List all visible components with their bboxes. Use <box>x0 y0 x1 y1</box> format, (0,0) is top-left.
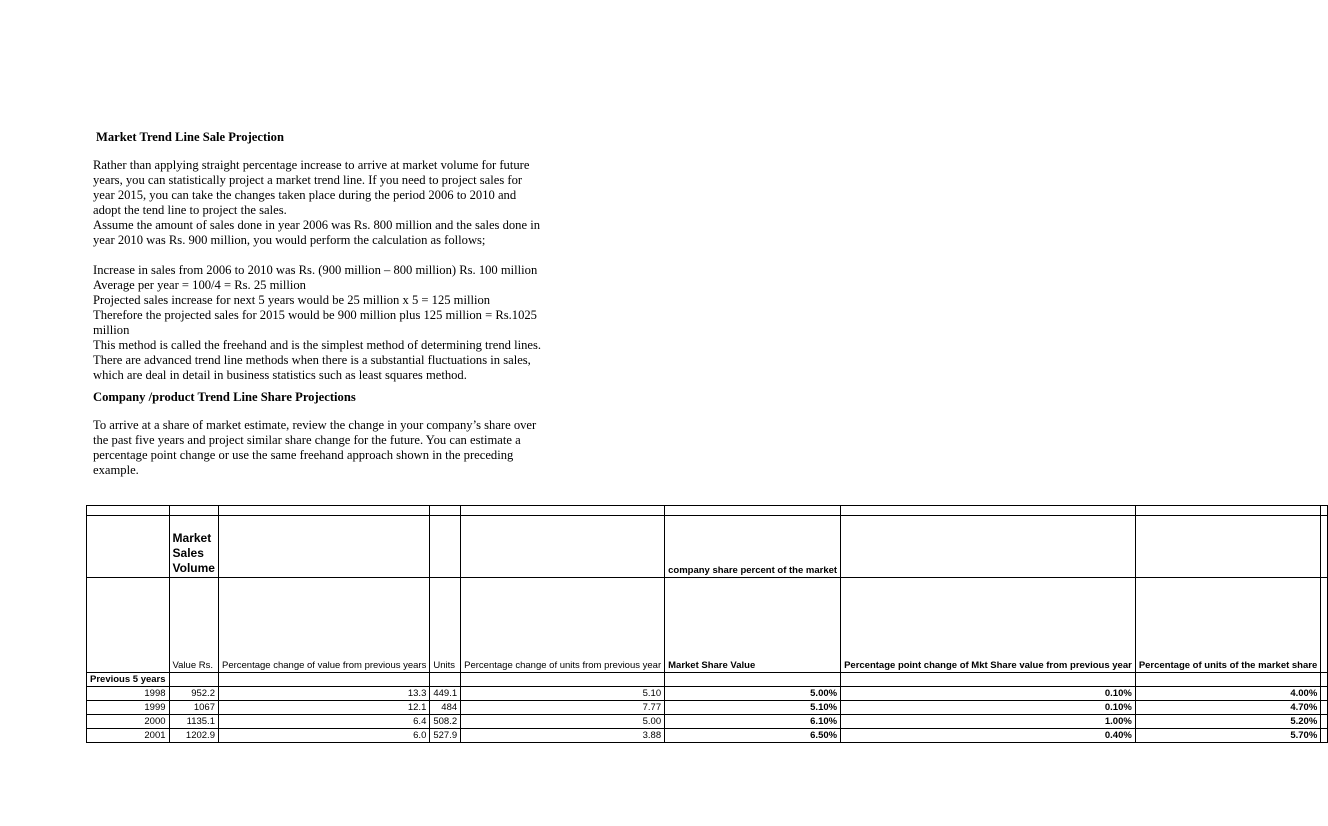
text-line: Average per year = 100/4 = Rs. 25 million <box>93 278 306 292</box>
cell-value: 1202.9 <box>169 729 218 743</box>
table-row <box>87 701 1328 715</box>
cell-units: 449.1 <box>430 687 461 701</box>
header-pct-units: Percentage change of units from previous year <box>461 578 665 673</box>
text-line: Rather than applying straight percentage increase to arrive at market volume for future <box>93 158 530 172</box>
cell-pct-mkt: 4.00% <box>1135 687 1320 701</box>
paragraph-share <box>93 418 543 478</box>
cell-year: 1999 <box>87 701 170 715</box>
header-value: Value Rs. <box>169 578 218 673</box>
header-pct-units-market: Percentage of units of the market share <box>1135 578 1320 673</box>
period-label: Previous 5 years <box>87 673 170 687</box>
text-line: the past five years and project similar share change for the future. You can estimate a <box>93 433 521 447</box>
text-line: Therefore the projected sales for 2015 would be 900 million plus 125 million = Rs.1025 <box>93 308 537 322</box>
cell-pct-value: 6.4 <box>218 715 429 729</box>
cell-share: 5.10% <box>665 701 841 715</box>
header-pct-value: Percentage change of value from previous years <box>218 578 429 673</box>
text-line: To arrive at a share of market estimate, review the change in your company’s share over <box>93 418 537 432</box>
text-line: year 2010 was Rs. 900 million, you would perform the calculation as follows; <box>93 233 486 247</box>
cell-pp: 0.40% <box>841 729 1136 743</box>
cell-pct-units: 3.88 <box>461 729 665 743</box>
cell-pp: 1.00% <box>841 715 1136 729</box>
table-row <box>87 687 1328 701</box>
market-sales-volume-header: Market Sales Volume <box>169 516 218 578</box>
section-heading-share-projection: Company /product Trend Line Share Projections <box>93 390 356 404</box>
cell-units: 508.2 <box>430 715 461 729</box>
text-line: million <box>93 323 130 337</box>
cell-value: 1135.1 <box>169 715 218 729</box>
cell-pct-value: 13.3 <box>218 687 429 701</box>
text-line: example. <box>93 463 139 477</box>
text-line: Increase in sales from 2006 to 2010 was Rs. (900 million – 800 million) Rs. 100 million <box>93 263 538 277</box>
cell-year: 2001 <box>87 729 170 743</box>
company-share-header: company share percent of the market <box>665 516 841 578</box>
cell-share: 6.50% <box>665 729 841 743</box>
text-line: This method is called the freehand and is the simplest method of determining trend lines. <box>93 338 542 352</box>
paragraph-intro <box>93 158 543 248</box>
cell-share: 6.10% <box>665 715 841 729</box>
text-line: which are deal in detail in business statistics such as least squares method. <box>93 368 467 382</box>
cell-share: 5.00% <box>665 687 841 701</box>
text-line: year 2015, you can take the changes taken place during the period 2006 to 2010 and <box>93 188 517 202</box>
text-line: adopt the tend line to project the sales. <box>93 203 287 217</box>
period-row <box>87 673 1328 687</box>
header-pp-change: Percentage point change of Mkt Share value from previous year <box>841 578 1136 673</box>
cell-year: 1998 <box>87 687 170 701</box>
group-header-row <box>87 516 1328 578</box>
cell-year: 2000 <box>87 715 170 729</box>
cell-pct-value: 6.0 <box>218 729 429 743</box>
text-line: years, you can statistically project a market trend line. If you need to project sales for <box>93 173 523 187</box>
cell-pp: 0.10% <box>841 687 1136 701</box>
header-units: Units <box>430 578 461 673</box>
cell-pct-units: 7.77 <box>461 701 665 715</box>
cell-pct-mkt: 4.70% <box>1135 701 1320 715</box>
cell-value: 952.2 <box>169 687 218 701</box>
header-market-share: Market Share Value <box>665 578 841 673</box>
section-heading-market-trend: Market Trend Line Sale Projection <box>96 130 284 144</box>
column-header-row <box>87 578 1328 673</box>
text-line: Projected sales increase for next 5 years would be 25 million x 5 = 125 million <box>93 293 491 307</box>
spacer-row <box>87 506 1328 516</box>
cell-units: 527.9 <box>430 729 461 743</box>
table-row <box>87 729 1328 743</box>
text-line: Assume the amount of sales done in year 2006 was Rs. 800 million and the sales done in <box>93 218 541 232</box>
cell-pct-units: 5.00 <box>461 715 665 729</box>
cell-pct-mkt: 5.70% <box>1135 729 1320 743</box>
cell-pct-mkt: 5.20% <box>1135 715 1320 729</box>
cell-pct-units: 5.10 <box>461 687 665 701</box>
share-projection-table <box>86 505 1328 743</box>
cell-units: 484 <box>430 701 461 715</box>
paragraph-calculation <box>93 263 543 383</box>
cell-pct-value: 12.1 <box>218 701 429 715</box>
text-line: percentage point change or use the same freehand approach shown in the preceding <box>93 448 514 462</box>
text-line: There are advanced trend line methods when there is a substantial fluctuations in sales, <box>93 353 531 367</box>
cell-value: 1067 <box>169 701 218 715</box>
cell-pp: 0.10% <box>841 701 1136 715</box>
table-row <box>87 715 1328 729</box>
